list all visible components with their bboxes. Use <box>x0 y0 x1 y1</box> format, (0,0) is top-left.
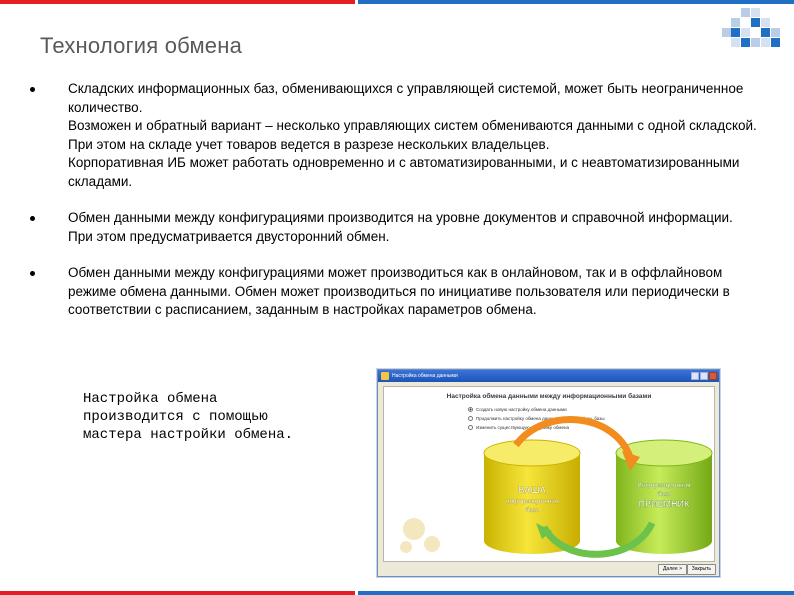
exchange-wizard-screenshot <box>377 369 720 577</box>
company-logo-icon <box>722 8 780 52</box>
top-red-stripe <box>0 0 355 4</box>
caption-line: мастера настройки обмена. <box>83 427 294 443</box>
right-db-line2: база <box>657 492 671 498</box>
option-create[interactable]: Создать новую настройку обмена данными <box>468 405 605 414</box>
maximize-icon[interactable] <box>700 372 708 380</box>
top-blue-stripe <box>358 0 794 4</box>
left-db-line1: ВАША <box>517 485 547 495</box>
bullet-text: Обмен данными между конфигурациями может производиться как в онлайновом, так и в оффлайновом режиме обмена данными. Обмен может производиться по инициативе пользователя или периодически в соответствии с расписанием, заданным в настройках параметров обмена. <box>68 265 730 317</box>
bottom-red-stripe <box>0 591 355 595</box>
slide-title: Технология обмена <box>40 33 243 58</box>
wizard-footer <box>378 562 719 576</box>
bullet-item <box>30 80 760 191</box>
bullet-item <box>30 264 760 320</box>
close-button[interactable]: Закрыть <box>687 564 716 575</box>
wizard-titlebar <box>378 370 719 382</box>
right-db-line1: Информационная <box>637 483 691 489</box>
bullet-dot <box>30 87 35 92</box>
left-database-icon <box>484 440 580 554</box>
bullet-item <box>30 209 760 246</box>
bullet-text: Складских информационных баз, обменивающихся с управляющей системой, может быть неограниченное количество. <box>68 81 744 115</box>
caption-line: Настройка обмена <box>83 391 218 407</box>
wizard-caption <box>83 390 343 444</box>
bullet-list <box>30 80 760 338</box>
wizard-content <box>383 386 715 562</box>
close-icon[interactable] <box>709 372 717 380</box>
left-db-line2: информационная <box>505 499 559 505</box>
option-edit[interactable]: Изменить существующую настройку обмена <box>468 423 605 432</box>
option-continue[interactable]: Продолжить настройку обмена данными для второй ин. базы <box>468 414 605 423</box>
bullet-text: Обмен данными между конфигурациями производится на уровне документов и справочной информации. При этом предусматривается двусторонний обмен. <box>68 210 733 244</box>
bullet-text: Возможен и обратный вариант – несколько управляющих систем обмениваются данными с одной складской. При этом на складе учет товаров ведется в разрезе нескольких владельцев. <box>68 118 757 152</box>
wizard-window-title: Настройка обмена данными <box>392 373 458 379</box>
bullet-dot <box>30 216 35 221</box>
left-db-line3: база <box>525 508 539 514</box>
database-illustration <box>384 387 714 561</box>
window-controls <box>691 372 717 380</box>
app-icon <box>381 372 389 380</box>
bullet-dot <box>30 271 35 276</box>
bottom-blue-stripe <box>358 591 794 595</box>
bullet-text: Корпоративная ИБ может работать одновременно и с автоматизированными, и с неавтоматизированными складами. <box>68 155 740 189</box>
wizard-header: Настройка обмена данными между информационными базами <box>446 393 652 400</box>
minimize-icon[interactable] <box>691 372 699 380</box>
next-button[interactable]: Далее > <box>658 564 687 575</box>
right-db-line3: ПРИЕМНИК <box>638 499 690 509</box>
caption-line: производится с помощью <box>83 409 268 425</box>
gear-icon <box>400 518 440 553</box>
